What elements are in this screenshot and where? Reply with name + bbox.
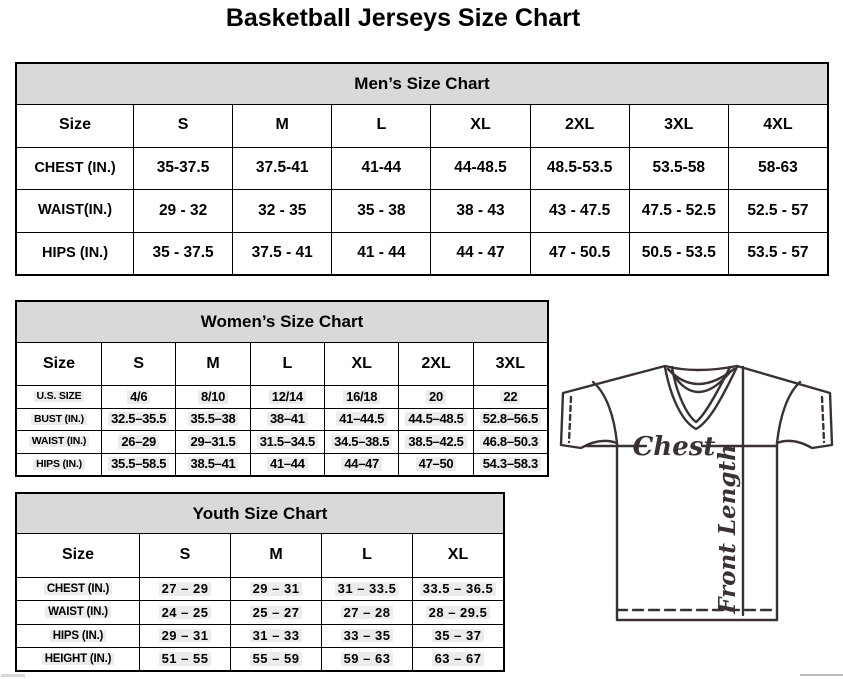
table-cell [101,385,175,408]
cell-text: 35.5–38 [188,412,239,426]
cell-text: 31 – 33 [250,629,303,643]
column-header-L: L [250,342,324,385]
table-cell [139,577,230,600]
table-cell [473,453,547,476]
row-label [17,385,101,408]
column-header-M: M [175,342,249,385]
table-cell: 47.5 - 52.5 [629,189,728,232]
cell-text: U.S. SIZE [34,391,85,402]
cell-text: 32.5–35.5 [108,412,169,426]
cell-text: 35.5–58.5 [108,457,169,471]
table-cell: 58-63 [728,147,827,190]
cell-text: 55 – 59 [250,652,303,666]
table-cell [473,430,547,453]
table-cell [250,453,324,476]
cell-text: 26–29 [118,435,159,449]
cell-text: 25 – 27 [250,606,303,620]
table-cell [321,647,412,670]
table-cell [139,647,230,670]
table-cell [398,430,472,453]
cell-text: 24 – 25 [159,606,212,620]
cell-text: 27 – 29 [159,582,212,596]
column-header-S: S [101,342,175,385]
cell-text: WAIST (IN.) [29,436,89,447]
cell-text: 51 – 55 [159,652,212,666]
jersey-left-cuff-dashes [569,397,571,442]
table-cell [398,408,472,431]
table-cell [412,647,503,670]
table-cell: 50.5 - 53.5 [629,232,728,275]
size-header-cell: Size [17,104,133,147]
column-header-2XL: 2XL [398,342,472,385]
table-cell: 52.5 - 57 [728,189,827,232]
table-title: Women’s Size Chart [17,302,547,342]
table-title: Youth Size Chart [17,494,503,533]
cell-text: 31.5–34.5 [257,435,318,449]
cell-text: 46.8–50.3 [480,435,541,449]
table-cell [321,600,412,623]
horizontal-scrollbar-fragment-right[interactable] [800,674,843,676]
table-cell: 32 - 35 [232,189,331,232]
column-header-3XL: 3XL [629,104,728,147]
cell-text: 41–44.5 [336,412,387,426]
jersey-measurement-diagram [550,353,843,623]
jersey-right-armhole-seam [777,382,800,443]
cell-text: 27 – 28 [341,606,394,620]
cell-text: 47–50 [416,457,457,471]
row-label: WAIST(IN.) [17,189,133,232]
womens-size-table [15,300,549,477]
row-label [17,624,139,647]
size-header-cell: Size [17,342,101,385]
column-header-L: L [321,533,412,577]
table-cell [324,385,398,408]
table-cell: 43 - 47.5 [530,189,629,232]
cell-text: 8/10 [198,390,228,404]
table-cell [139,624,230,647]
column-header-4XL: 4XL [728,104,827,147]
table-title: Men’s Size Chart [17,64,827,104]
table-cell: 35 - 37.5 [133,232,232,275]
row-label: HIPS (IN.) [17,232,133,275]
horizontal-scrollbar-fragment-left[interactable] [1,674,25,677]
table-cell [250,385,324,408]
cell-text: CHEST (IN.) [44,583,112,595]
column-header-S: S [133,104,232,147]
table-cell [321,577,412,600]
row-label [17,577,139,600]
cell-text: 4/6 [127,390,150,404]
cell-text: 41–44 [267,457,308,471]
table-cell: 41-44 [331,147,430,190]
row-label [17,430,101,453]
size-header-cell: Size [17,533,139,577]
table-cell: 48.5-53.5 [530,147,629,190]
column-header-XL: XL [430,104,529,147]
table-cell [324,430,398,453]
table-cell: 37.5 - 41 [232,232,331,275]
cell-text: HEIGHT (IN.) [42,653,115,665]
table-cell: 35-37.5 [133,147,232,190]
column-header-M: M [232,104,331,147]
table-cell [412,577,503,600]
chest-label: Chest [632,432,716,462]
table-cell [412,624,503,647]
cell-text: 22 [500,390,520,404]
table-cell [412,600,503,623]
cell-text: 28 – 29.5 [426,606,491,620]
column-header-S: S [139,533,230,577]
column-header-L: L [331,104,430,147]
table-cell [175,385,249,408]
mens-size-table [15,62,829,276]
table-cell [321,624,412,647]
cell-text: 29–31.5 [188,435,239,449]
jersey-left-armhole-seam [593,382,617,443]
cell-text: 44.5–48.5 [405,412,466,426]
cell-text: 33 – 35 [341,629,394,643]
table-cell [175,408,249,431]
cell-text: 35 – 37 [432,629,485,643]
table-cell [101,430,175,453]
column-header-3XL: 3XL [473,342,547,385]
cell-text: 63 – 67 [432,652,485,666]
table-cell [139,600,230,623]
table-cell [175,453,249,476]
table-cell: 44-48.5 [430,147,529,190]
column-header-XL: XL [412,533,503,577]
jersey-right-cuff-dashes [822,397,824,442]
cell-text: HIPS (IN.) [33,459,85,470]
table-cell [398,385,472,408]
cell-text: 44–47 [341,457,382,471]
table-cell [101,408,175,431]
cell-text: 38–41 [267,412,308,426]
table-cell: 35 - 38 [331,189,430,232]
cell-text: 31 – 33.5 [335,582,400,596]
table-cell [250,408,324,431]
cell-text: WAIST (IN.) [45,606,111,618]
row-label [17,647,139,670]
row-label [17,408,101,431]
table-cell [324,453,398,476]
row-label: CHEST (IN.) [17,147,133,190]
cell-text: 54.3–58.3 [480,457,541,471]
cell-text: 16/18 [343,390,380,404]
table-cell [101,453,175,476]
table-cell [230,624,321,647]
cell-text: 29 – 31 [159,629,212,643]
table-cell: 47 - 50.5 [530,232,629,275]
table-cell [250,430,324,453]
table-cell [230,647,321,670]
table-cell [324,408,398,431]
column-header-M: M [230,533,321,577]
front-length-label: Front Length [714,444,741,614]
table-cell: 29 - 32 [133,189,232,232]
cell-text: 12/14 [269,390,306,404]
table-cell: 37.5-41 [232,147,331,190]
row-label [17,600,139,623]
cell-text: 38.5–41 [188,457,239,471]
table-cell [175,430,249,453]
cell-text: 29 – 31 [250,582,303,596]
cell-text: 34.5–38.5 [331,435,392,449]
table-cell [473,408,547,431]
cell-text: 38.5–42.5 [405,435,466,449]
table-cell: 41 - 44 [331,232,430,275]
table-cell [398,453,472,476]
cell-text: 20 [426,390,446,404]
cell-text: 59 – 63 [341,652,394,666]
table-cell: 44 - 47 [430,232,529,275]
table-cell [230,600,321,623]
cell-text: HIPS (IN.) [50,630,106,642]
table-cell [473,385,547,408]
cell-text: BUST (IN.) [31,414,87,425]
column-header-2XL: 2XL [530,104,629,147]
cell-text: 33.5 – 36.5 [420,582,497,596]
cell-text: 52.8–56.5 [480,412,541,426]
row-label [17,453,101,476]
column-header-XL: XL [324,342,398,385]
table-cell: 53.5-58 [629,147,728,190]
table-cell: 53.5 - 57 [728,232,827,275]
youth-size-table [15,492,505,672]
table-cell [230,577,321,600]
jersey-outline [561,366,832,620]
table-cell: 38 - 43 [430,189,529,232]
page-title: Basketball Jerseys Size Chart [225,4,581,32]
